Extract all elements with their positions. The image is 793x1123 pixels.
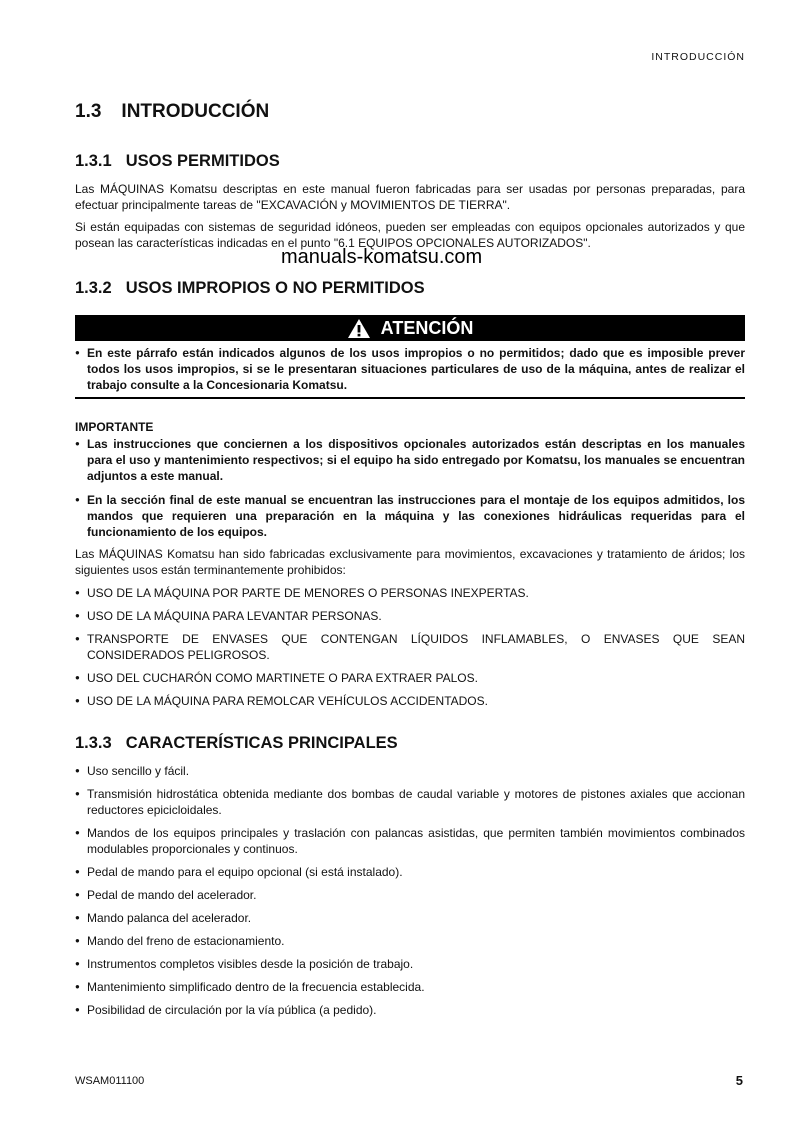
attention-label: ATENCIÓN [380,317,474,338]
running-header: INTRODUCCIÓN [651,51,745,63]
paragraph: Si están equipadas con sistemas de seguridad idóneos, pueden ser empleadas con equipos opcionales autorizados y que posean las características indicadas en el punto "6.1 EQUIPOS OPCIONALES AUTORIZADOS". [75,220,745,250]
list-item: ● Pedal de mando para el equipo opcional (si está instalado). [75,864,745,880]
prohibited-list [75,585,745,709]
list-item: ● Mantenimiento simplificado dentro de la frecuencia establecida. [75,979,745,995]
features-list [75,763,745,1018]
subsection-heading-usos-impropios [75,279,425,298]
document-code: WSAM011100 [75,1075,145,1087]
list-item: ● Uso sencillo y fácil. [75,763,745,779]
divider [75,397,745,399]
paragraph: Las MÁQUINAS Komatsu descriptas en este manual fueron fabricadas para ser usadas por personas preparadas, para efectuar principalmente tareas de "EXCAVACIÓN y MOVIMIENTOS DE TIERRA". [75,182,745,212]
page-number: 5 [735,1073,743,1088]
section-heading [75,101,269,123]
list-item: ● Mandos de los equipos principales y traslación con palancas asistidas, que permiten también movimientos combinados modulables proporcionales y continuos. [75,825,745,857]
list-item: ● USO DE LA MÁQUINA PARA REMOLCAR VEHÍCULOS ACCIDENTADOS. [75,693,745,709]
list-item: ● En la sección final de este manual se encuentran las instrucciones para el montaje de los equipos admitidos, los mandos que requieren una preparación en la máquina y las conexiones hidráulicas requeridas para el funcionamiento de los equipos. [75,492,745,540]
subsection-title: USOS IMPROPIOS O NO PERMITIDOS [125,279,425,297]
list-item: ● USO DE LA MÁQUINA POR PARTE DE MENORES O PERSONAS INEXPERTAS. [75,585,745,601]
subsection-number: 1.3.3 [75,734,112,752]
list-item: ● USO DE LA MÁQUINA PARA LEVANTAR PERSONAS. [75,608,745,624]
warning-icon [347,318,371,339]
subsection-number: 1.3.1 [75,152,112,170]
list-item: ● USO DEL CUCHARÓN COMO MARTINETE O PARA EXTRAER PALOS. [75,670,745,686]
list-item: ● Mando del freno de estacionamiento. [75,933,745,949]
list-item: ● Pedal de mando del acelerador. [75,887,745,903]
paragraph: Las MÁQUINAS Komatsu han sido fabricadas exclusivamente para movimientos, excavaciones y tratamiento de áridos; los siguientes usos están terminantemente prohibidos: [75,547,745,577]
attention-banner [75,315,745,341]
subsection-number: 1.3.2 [75,279,112,297]
attention-list [75,345,745,393]
list-item: ● Mando palanca del acelerador. [75,910,745,926]
important-label: IMPORTANTE [75,420,154,434]
subsection-title: USOS PERMITIDOS [125,152,280,170]
watermark: manuals-komatsu.com [281,246,483,268]
section-number: 1.3 [75,101,102,122]
list-item: ● Posibilidad de circulación por la vía pública (a pedido). [75,1002,745,1018]
list-item: ● Instrumentos completos visibles desde la posición de trabajo. [75,956,745,972]
list-item: ● En este párrafo están indicados algunos de los usos impropios o no permitidos; dado que es imposible prever todos los usos impropios, si se le presentaran situaciones particulares de uso de la máquina, antes de realizar el trabajo consulte a la Concesionaria Komatsu. [75,345,745,393]
list-item: ● Las instrucciones que conciernen a los dispositivos opcionales autorizados están descriptas en los manuales para el uso y mantenimiento respectivos; si el equipo ha sido entregado por Komatsu, los manuales se encuentran adjuntos a este manual. [75,436,745,484]
section-title: INTRODUCCIÓN [121,101,270,122]
subsection-heading-caracteristicas [75,734,398,753]
list-item: ● Transmisión hidrostática obtenida mediante dos bombas de caudal variable y motores de pistones axiales que accionan reductores epicicloidales. [75,786,745,818]
list-item: ● TRANSPORTE DE ENVASES QUE CONTENGAN LÍQUIDOS INFLAMABLES, O ENVASES QUE SEAN CONSIDERADOS PELIGROSOS. [75,631,745,663]
subsection-title: CARACTERÍSTICAS PRINCIPALES [125,734,398,752]
subsection-heading-usos-permitidos [75,152,280,171]
important-list [75,436,745,540]
